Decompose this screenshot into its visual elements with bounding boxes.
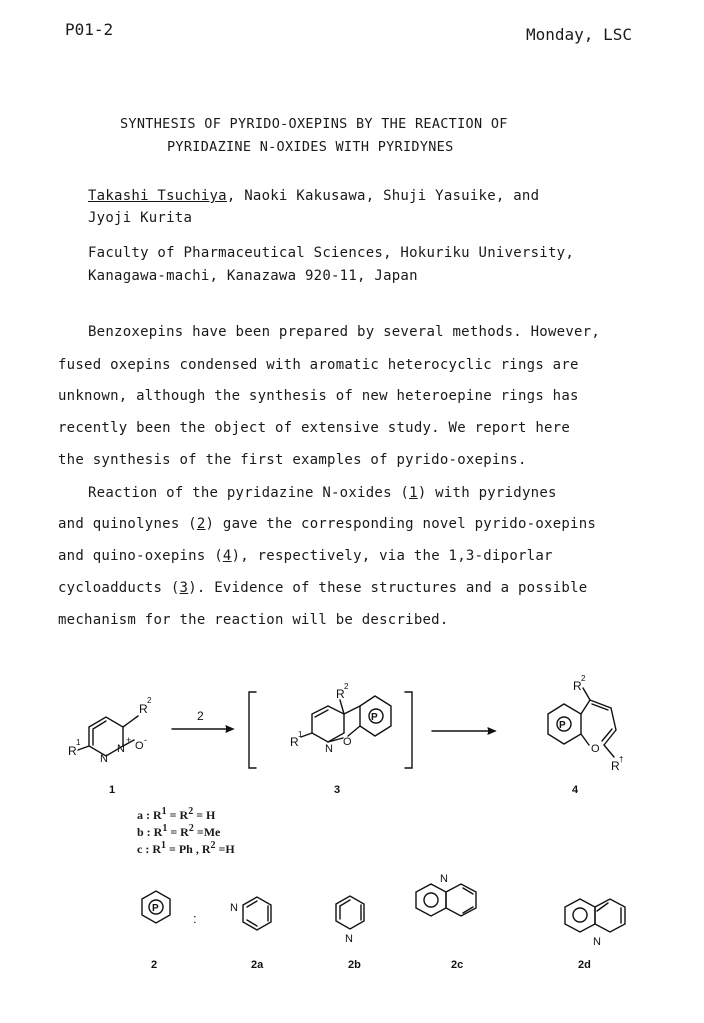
compound-ref: 2 bbox=[196, 516, 206, 532]
text-run: = H bbox=[193, 808, 216, 822]
superscript: 1 bbox=[161, 806, 167, 817]
aryne-separator: : bbox=[193, 911, 197, 926]
atom-label: P bbox=[371, 712, 378, 723]
text-run: =H bbox=[215, 842, 235, 856]
atom-label: 2 bbox=[344, 682, 349, 691]
atom-label: 2 bbox=[581, 674, 586, 683]
presenter-name: Takashi Tsuchiya bbox=[88, 188, 227, 204]
text-run: Reaction of the pyridazine N-oxides ( bbox=[88, 485, 410, 501]
compound-ref: 4 bbox=[222, 548, 232, 564]
superscript: 2 bbox=[210, 840, 216, 851]
atom-label: N bbox=[230, 902, 238, 914]
paper-code: P01-2 bbox=[65, 20, 114, 39]
atom-label: P bbox=[559, 720, 566, 731]
session-label: Monday, LSC bbox=[526, 25, 632, 44]
aryne-label-2d: 2d bbox=[578, 959, 591, 971]
reagent-label: 2 bbox=[197, 709, 204, 723]
atom-label: R bbox=[139, 702, 148, 716]
atom-label: O bbox=[135, 740, 144, 752]
affiliation-line-2: Kanagawa-machi, Kanazawa 920-11, Japan bbox=[88, 268, 418, 284]
compound-ref: 3 bbox=[179, 580, 189, 596]
atom-label: 2 bbox=[147, 696, 152, 705]
text-run: R bbox=[153, 825, 163, 839]
superscript: 1 bbox=[162, 823, 168, 834]
abstract-p1-line-2: fused oxepins condensed with aromatic heterocyclic rings are bbox=[58, 357, 579, 373]
reaction-arrow-1 bbox=[172, 726, 233, 732]
atom-label: R bbox=[336, 687, 345, 701]
abstract-p2-line-5: mechanism for the reaction will be described. bbox=[58, 612, 449, 628]
substituent-a bbox=[137, 806, 215, 823]
text-run: = R bbox=[166, 808, 189, 822]
text-run: ) with pyridynes bbox=[417, 485, 557, 501]
atom-label: N bbox=[325, 743, 333, 755]
atom-label: P bbox=[152, 903, 159, 914]
abstract-p1-line-4: recently been the object of extensive study. We report here bbox=[58, 420, 571, 436]
atom-label: 1 bbox=[298, 730, 303, 739]
authors-line-2: Jyoji Kurita bbox=[88, 210, 193, 226]
compound-label-4: 4 bbox=[572, 784, 579, 796]
atom-label: 1 bbox=[76, 738, 81, 747]
title-line-1: SYNTHESIS OF PYRIDO-OXEPINS BY THE REACTION OF bbox=[120, 116, 508, 132]
text-run: cycloadducts ( bbox=[58, 580, 180, 596]
atom-label: N bbox=[100, 753, 108, 765]
title-line-2: PYRIDAZINE N-OXIDES WITH PYRIDYNES bbox=[167, 139, 454, 155]
atom-label: N bbox=[117, 743, 125, 755]
atom-label: R bbox=[68, 744, 77, 758]
abstract-p1-line-5: the synthesis of the first examples of pyrido-oxepins. bbox=[58, 452, 527, 468]
compound-ref: 1 bbox=[409, 485, 418, 501]
text-run: ) gave the corresponding novel pyrido-oxepins bbox=[205, 516, 597, 532]
aryne-2b-structure bbox=[336, 896, 364, 929]
atom-label: O bbox=[343, 736, 352, 748]
atom-label: + bbox=[126, 735, 132, 745]
atom-label: N bbox=[593, 936, 601, 948]
superscript: 2 bbox=[188, 823, 194, 834]
aryne-2a-structure bbox=[243, 897, 271, 930]
superscript: 2 bbox=[188, 806, 194, 817]
text-run: ). Evidence of these structures and a possible bbox=[188, 580, 588, 596]
text-run: = R bbox=[167, 825, 189, 839]
aryne-label-2a: 2a bbox=[251, 959, 264, 971]
text-run: and quinolynes ( bbox=[58, 516, 197, 532]
compound-label-3: 3 bbox=[334, 784, 341, 796]
atom-label: - bbox=[144, 735, 147, 745]
superscript: 1 bbox=[161, 840, 166, 851]
text-run: b : bbox=[137, 825, 154, 839]
abstract-p1-line-3: unknown, although the synthesis of new heteroepine rings has bbox=[58, 388, 579, 404]
atom-label: N bbox=[345, 933, 353, 945]
abstract-p1-line-1: Benzoxepins have been prepared by several methods. However, bbox=[88, 324, 601, 340]
aryne-label-2c: 2c bbox=[451, 959, 464, 971]
atom-label: † bbox=[619, 755, 624, 764]
text-run: and quino-oxepins ( bbox=[58, 548, 223, 564]
text-run: R bbox=[152, 842, 161, 856]
text-run: = Ph , R bbox=[166, 842, 211, 856]
aryne-label-2b: 2b bbox=[348, 959, 361, 971]
atom-label: O bbox=[591, 743, 600, 755]
text-run: a : bbox=[137, 808, 153, 822]
compound-label-1: 1 bbox=[109, 784, 116, 796]
substituent-b bbox=[137, 823, 220, 840]
aryne-2c-structure bbox=[416, 884, 476, 916]
substituent-c bbox=[137, 840, 235, 857]
atom-label: R bbox=[290, 735, 299, 749]
affiliation-line-1: Faculty of Pharmaceutical Sciences, Hokuriku University, bbox=[88, 245, 575, 261]
reaction-arrow-2 bbox=[432, 728, 495, 734]
text-run: ), respectively, via the 1,3-diporlar bbox=[231, 548, 553, 564]
coauthors: , Naoki Kakusawa, Shuji Yasuike, and bbox=[226, 188, 540, 204]
text-run: R bbox=[153, 808, 162, 822]
atom-label: R bbox=[611, 759, 620, 773]
atom-label: R bbox=[573, 679, 582, 693]
text-run: =Me bbox=[193, 825, 221, 839]
aryne-label-2: 2 bbox=[151, 959, 158, 971]
text-run: c : bbox=[137, 842, 153, 856]
atom-label: N bbox=[440, 873, 448, 885]
aryne-2d-structure bbox=[565, 899, 625, 932]
